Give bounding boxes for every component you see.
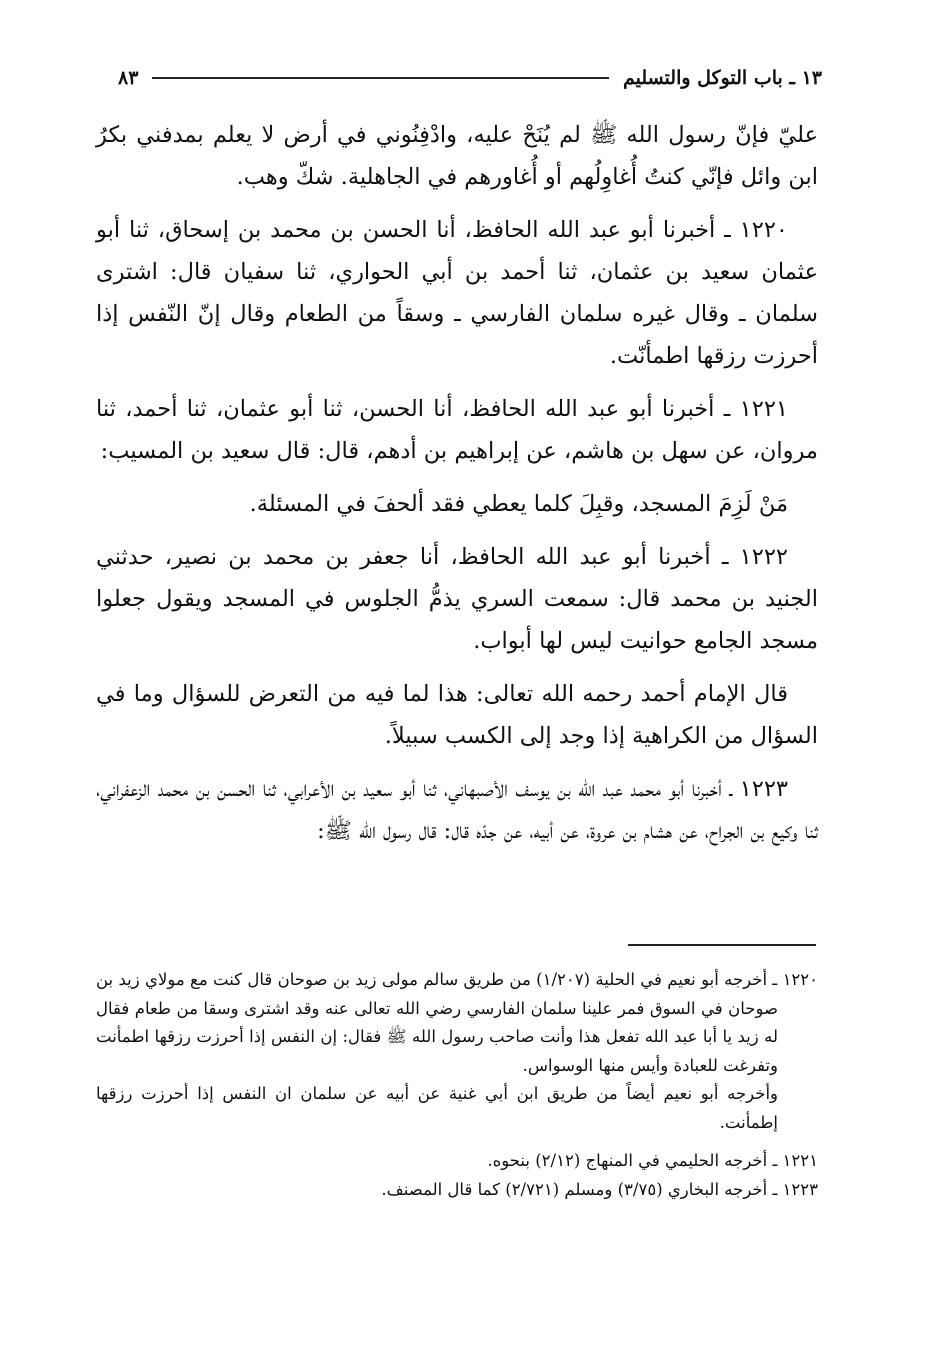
paragraph-imam-comment: قال الإمام أحمد رحمه الله تعالى: هذا لما فيه من التعرض للسؤال وما في السؤال من الكراهية إذا وجد إلى الكسب سبيلاً. [96, 681, 818, 749]
chapter-title: ١٣ ـ باب التوكل والتسليم [622, 67, 822, 89]
paragraph-hadith-1222: ١٢٢٢ ـ أخبرنا أبو عبد الله الحافظ، أنا جعفر بن محمد بن نصير، حدثني الجنيد بن محمد قال: سمعت السري يذمُّ الجلوس في المسجد ويقول جعلوا مسجد الجامع حوانيت ليس لها أبواب. [96, 544, 818, 654]
paragraph-hadith-1223: ١٢٢٣ ـ أخبرنا أبو محمد عبد الله بن يوسف الأصبهاني، ثنا أبو سعيد بن الأعرابي، ثنا الحسن بن محمد الزعفراني، ثنا وكيع بن الجراح، عن هشام بن عروة، عن أبيه، عن جدّه قال: قال رسول الله ﷺ: [96, 776, 818, 844]
footnote-1223: ١٢٢٣ ـ أخرجه البخاري (٣/٧٥) ومسلم (٢/٧٢١) كما قال المصنف. [381, 1179, 818, 1199]
paragraph-hadith-1221: ١٢٢١ ـ أخبرنا أبو عبد الله الحافظ، أنا الحسن، ثنا أبو عثمان، ثنا أحمد، ثنا مروان، عن سهل بن هاشم، عن إبراهيم بن أدهم، قال: قال سعيد بن المسيب: [96, 396, 818, 464]
running-header [118, 62, 822, 94]
paragraph-quote: مَنْ لَزِمَ المسجد، وقبِلَ كلما يعطي فقد ألحفَ في المسئلة. [249, 491, 788, 517]
footnotes [96, 966, 818, 1214]
paragraph-continuation: عليّ فإنّ رسول الله ﷺ لم يُنَحْ عليه، وادْفِنُوني في أرض لا يعلم بمدفني بكرُ ابن وائل فإنّي كنتُ أُغاوِلُهم أو أُغاورهم في الجاهلية. شكّ وهب. [96, 122, 818, 190]
main-text [96, 114, 818, 863]
footnote-separator [628, 944, 816, 946]
header-rule [152, 77, 609, 79]
footnote-1220-continued: وأخرجه أبو نعيم أيضاً من طريق ابن أبي غنية عن أبيه عن سلمان ان النفس إذا أحرزت رزقها إطمأنت. [96, 1084, 778, 1132]
page-number: ٨٣ [118, 67, 139, 89]
footnote-1220: ١٢٢٠ ـ أخرجه أبو نعيم في الحلية (١/٢٠٧) من طريق سالم مولى زيد بن صوحان قال كنت مع مولاي زيد بن صوحان في السوق فمر علينا سلمان الفارسي رضي الله تعالى عنه وقد اشترى وسقا من طعام فقال له زيد يا أبا عبد الله تفعل هذا وأنت صاحب رسول الله ﷺ فقال: إن النفس إذا أحرزت رزقها اطمأنت وتفرغت للعبادة وأيس منها الوسواس. [96, 970, 819, 1075]
paragraph-hadith-1220: ١٢٢٠ ـ أخبرنا أبو عبد الله الحافظ، أنا الحسن بن محمد بن إسحاق، ثنا أبو عثمان سعيد بن عثمان، ثنا أحمد بن أبي الحواري، ثنا سفيان قال: اشترى سلمان ـ وقال غيره سلمان الفارسي ـ وسقاً من الطعام وقال إنّ النّفس إذا أحرزت رزقها اطمأنّت. [96, 217, 818, 369]
footnote-1221: ١٢٢١ ـ أخرجه الحليمي في المنهاج (٢/١٢) بنحوه. [487, 1151, 818, 1170]
